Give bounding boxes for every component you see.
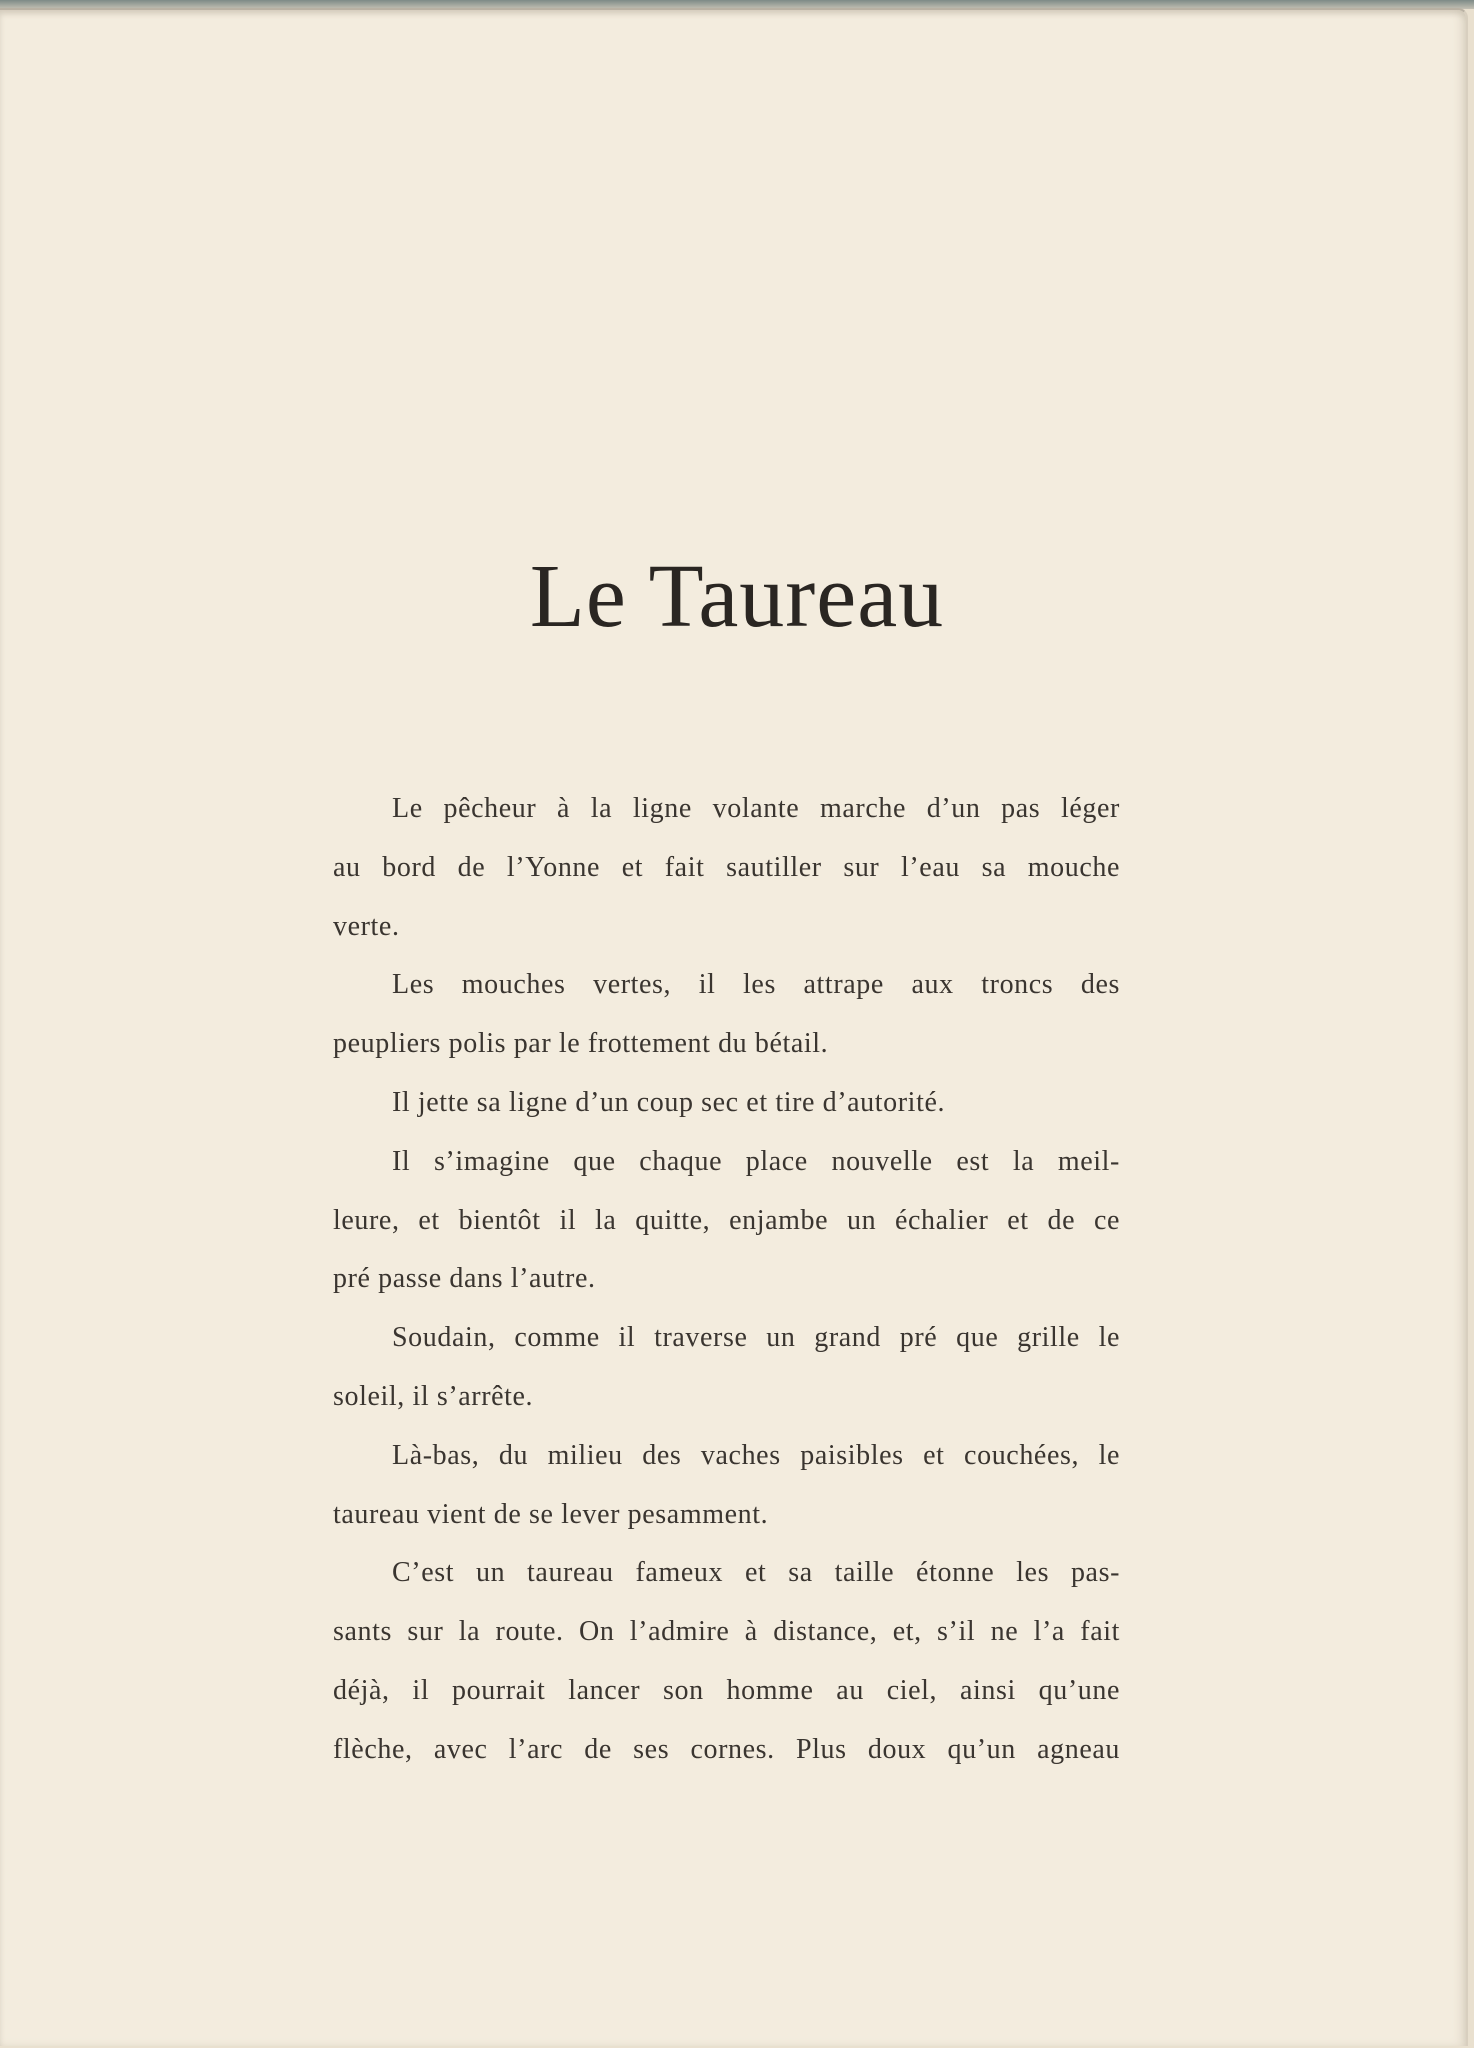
page-title: Le Taureau <box>529 547 945 646</box>
text-line: verte. <box>333 910 400 942</box>
text-line: peupliers polis par le frottement du bétail. <box>333 1028 829 1060</box>
text-line: Il s’imagine que chaque place nouvelle est la meil- <box>392 1145 1120 1177</box>
text-line: flèche, avec l’arc de ses cornes. Plus doux qu’un agneau <box>333 1733 1120 1765</box>
text-line: Soudain, comme il traverse un grand pré que grille le <box>392 1322 1120 1354</box>
text-line: C’est un taureau fameux et sa taille étonne les pas- <box>392 1557 1120 1589</box>
text-line: leure, et bientôt il la quitte, enjambe un échalier et de ce <box>333 1204 1120 1236</box>
text-line: Les mouches vertes, il les attrape aux troncs des <box>392 969 1120 1001</box>
text-line: sants sur la route. On l’admire à distance, et, s’il ne l’a fait <box>333 1616 1120 1648</box>
text-line: Là-bas, du milieu des vaches paisibles et couchées, le <box>392 1439 1120 1471</box>
body-text <box>333 780 1120 1780</box>
text-line: Le pêcheur à la ligne volante marche d’un pas léger <box>392 793 1120 824</box>
text-line: taureau vient de se lever pesamment. <box>333 1498 769 1530</box>
text-line: déjà, il pourrait lancer son homme au ciel, ainsi qu’une <box>333 1674 1120 1706</box>
text-line: pré passe dans l’autre. <box>333 1263 596 1295</box>
text-line: au bord de l’Yonne et fait sautiller sur l’eau sa mouche <box>333 851 1120 883</box>
text-line: Il jette sa ligne d’un coup sec et tire d’autorité. <box>392 1086 946 1118</box>
text-line: soleil, il s’arrête. <box>333 1380 534 1412</box>
